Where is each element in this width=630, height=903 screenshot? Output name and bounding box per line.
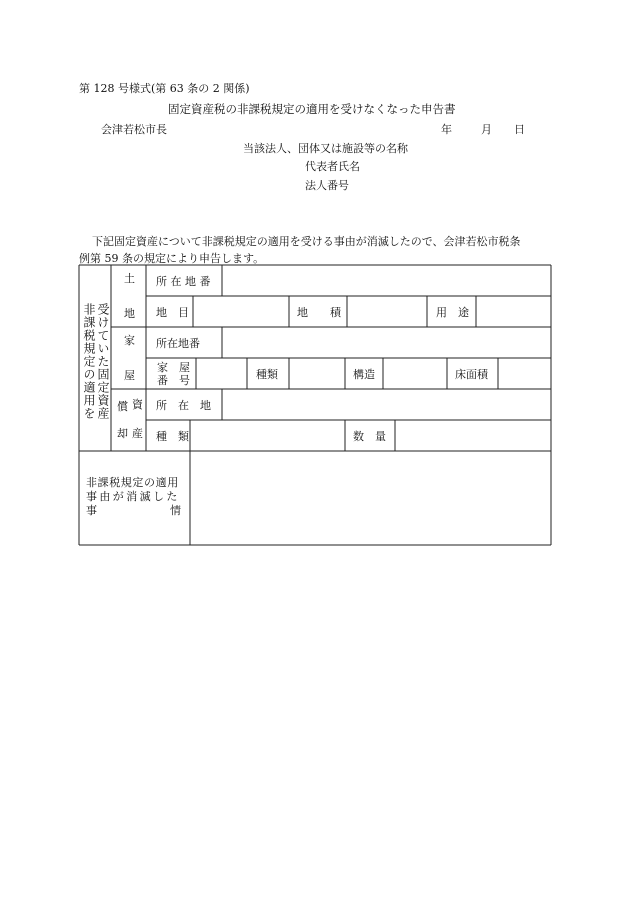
body-text-line-2: 例第 59 条の規定により申告します。: [79, 252, 265, 265]
house-floor-area-label: 床面積: [455, 368, 488, 381]
representative-name-label: 代表者氏名: [305, 160, 360, 173]
depreciable-location-label: 所 在 地: [156, 399, 211, 412]
house-number-label-line-2: 番 号: [157, 374, 190, 387]
depreciable-label-a1: 償: [117, 400, 128, 413]
house-kind-label: 種類: [256, 368, 278, 381]
reason-label-line-2: 事由が消滅した: [86, 490, 180, 503]
addressee: 会津若松市長: [101, 123, 167, 136]
depreciable-label-b1: 却: [117, 427, 128, 440]
depreciable-kind-label: 種 類: [156, 430, 189, 443]
house-structure-label: 構造: [353, 368, 375, 381]
depreciable-label-a2: 資: [132, 398, 143, 411]
land-category-label: 地 目: [156, 306, 189, 319]
corporate-number-label: 法人番号: [305, 179, 349, 192]
reason-label-line-3b: 情: [170, 504, 181, 517]
date-year-label: 年: [441, 123, 452, 136]
land-location-label: 所 在 地 番: [156, 275, 211, 288]
house-location-label: 所在地番: [156, 337, 200, 350]
depreciable-quantity-label: 数 量: [353, 430, 386, 443]
form-number: 第 128 号様式(第 63 条の 2 関係): [79, 82, 250, 95]
reason-label-line-1: 非課税規定の適用: [86, 476, 179, 489]
house-label-bottom: 屋: [124, 369, 135, 382]
body-text-line-1: 下記固定資産について非課税規定の適用を受ける事由が消滅したので、会津若松市税条: [92, 235, 521, 248]
house-number-label-line-1: 家 屋: [157, 361, 190, 374]
section-label-col-2: 受けていた固定資産: [96, 303, 110, 420]
land-use-label: 用 途: [436, 306, 469, 319]
depreciable-label-b2: 産: [132, 427, 143, 440]
land-label-top: 土: [124, 272, 135, 285]
date-month-label: 月: [481, 123, 492, 136]
reason-label-line-3a: 事: [86, 504, 97, 517]
date-day-label: 日: [514, 123, 525, 136]
land-label-bottom: 地: [124, 307, 135, 320]
section-label-col-1: 非課税規定の適用を: [82, 303, 96, 420]
document-title: 固定資産税の非課税規定の適用を受けなくなった申告書: [168, 102, 456, 116]
house-label-top: 家: [124, 334, 135, 347]
land-area-label: 地 積: [297, 306, 341, 319]
applicant-name-label: 当該法人、団体又は施設等の名称: [243, 142, 408, 155]
